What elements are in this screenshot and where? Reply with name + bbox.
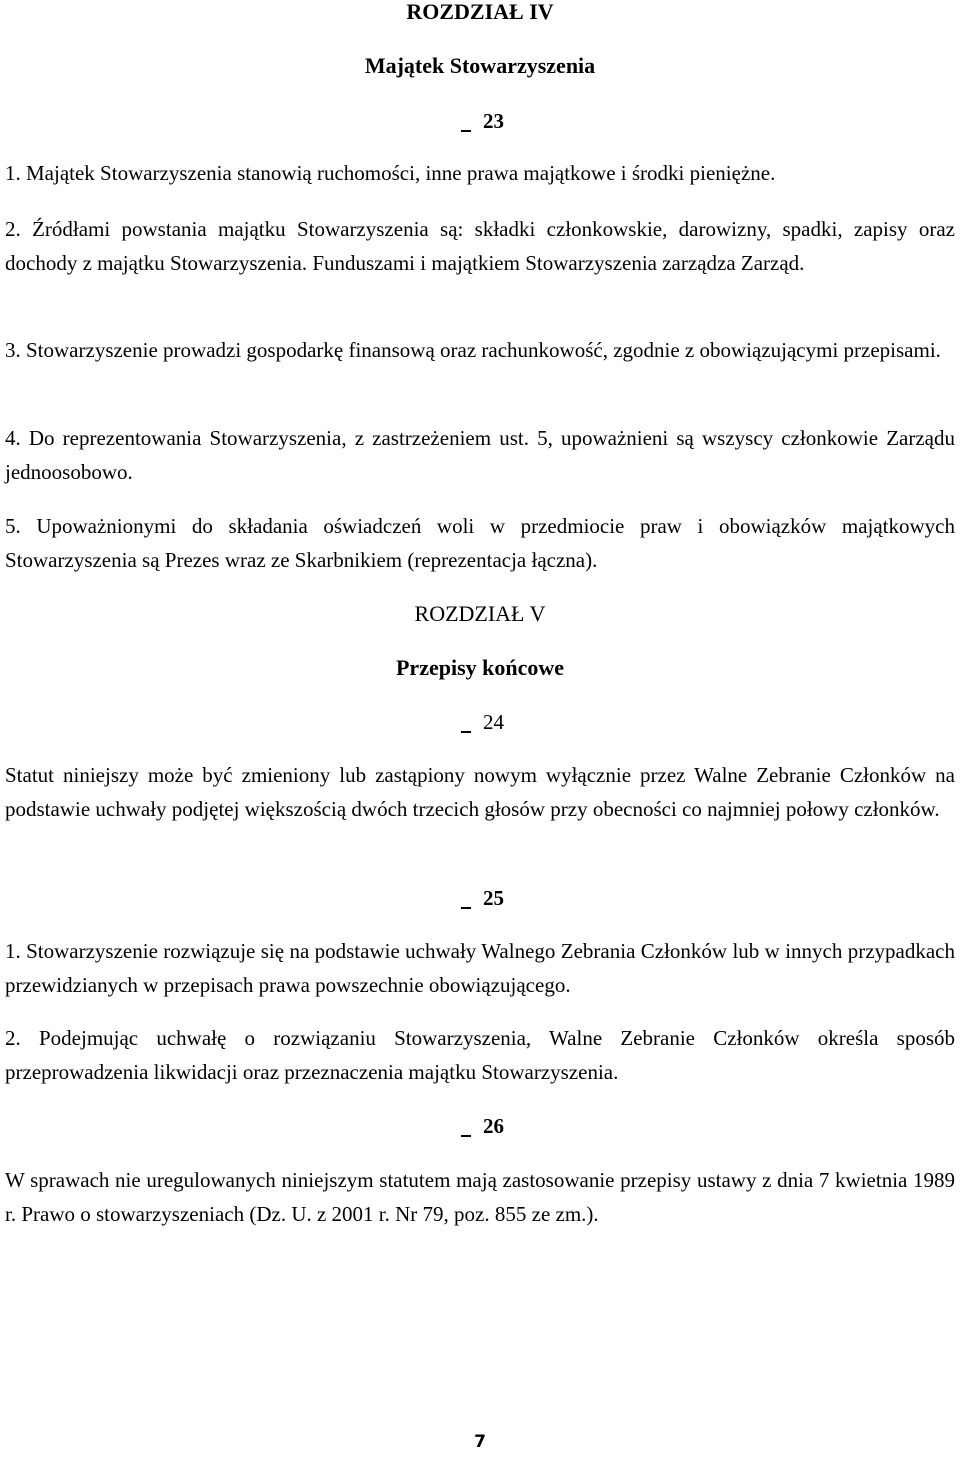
section-number (459, 881, 504, 915)
section-sign-icon (459, 1115, 473, 1137)
paragraph: 5. Upoważnionymi do składania oświadczeń woli w przedmiocie praw i obowiązków majątkowych Stowarzyszenia są Prezes wraz ze Skarbnikiem (reprezentacja łączna). (5, 514, 955, 572)
paragraph: 4. Do reprezentowania Stowarzyszenia, z zastrzeżeniem ust. 5, upoważnieni są wszyscy członkowie Zarządu jednoosobowo. (5, 426, 955, 484)
paragraph: 2. Źródłami powstania majątku Stowarzyszenia są: składki członkowskie, darowizny, spadki, zapisy oraz dochody z majątku Stowarzyszenia. Funduszami i majątkiem Stowarzyszenia zarządza Zarząd. (5, 217, 955, 275)
section-number (459, 104, 504, 138)
paragraph: 1. Stowarzyszenie rozwiązuje się na podstawie uchwały Walnego Zebrania Członków lub w innych przypadkach przewidzianych w przepisach prawa powszechnie obowiązującego. (5, 939, 955, 997)
chapter-title: Przepisy końcowe (395, 655, 565, 680)
chapter-title: Majątek Stowarzyszenia (364, 53, 596, 78)
section-number-value: 26 (483, 1114, 504, 1138)
section-number-value: 25 (483, 886, 504, 910)
chapter-heading: ROZDZIAŁ V (414, 601, 546, 626)
paragraph: 2. Podejmując uchwałę o rozwiązaniu Stowarzyszenia, Walne Zebranie Członków określa sposób przeprowadzenia likwidacji oraz przeznaczenia majątku Stowarzyszenia. (5, 1026, 955, 1084)
section-number (459, 705, 504, 739)
paragraph: W sprawach nie uregulowanych niniejszym statutem mają zastosowanie przepisy ustawy z dnia 7 kwietnia 1989 r. Prawo o stowarzyszeniach (Dz. U. z 2001 r. Nr 79, poz. 855 ze zm.). (5, 1168, 955, 1226)
section-sign-icon (459, 887, 473, 909)
section-sign-icon (459, 110, 473, 132)
section-number-value: 24 (483, 710, 504, 734)
section-number (459, 1109, 504, 1143)
chapter-heading: ROZDZIAŁ IV (406, 0, 554, 24)
paragraph: Statut niniejszy może być zmieniony lub zastąpiony nowym wyłącznie przez Walne Zebranie Członków na podstawie uchwały podjętej większością dwóch trzecich głosów przy obecności co najmniej połowy członków. (5, 763, 955, 821)
section-number-value: 23 (483, 109, 504, 133)
paragraph: 1. Majątek Stowarzyszenia stanowią ruchomości, inne prawa majątkowe i środki pieniężne. (5, 161, 776, 185)
paragraph: 3. Stowarzyszenie prowadzi gospodarkę finansową oraz rachunkowość, zgodnie z obowiązującymi przepisami. (5, 338, 941, 362)
section-sign-icon (459, 711, 473, 733)
page-number: 7 (474, 1432, 486, 1452)
